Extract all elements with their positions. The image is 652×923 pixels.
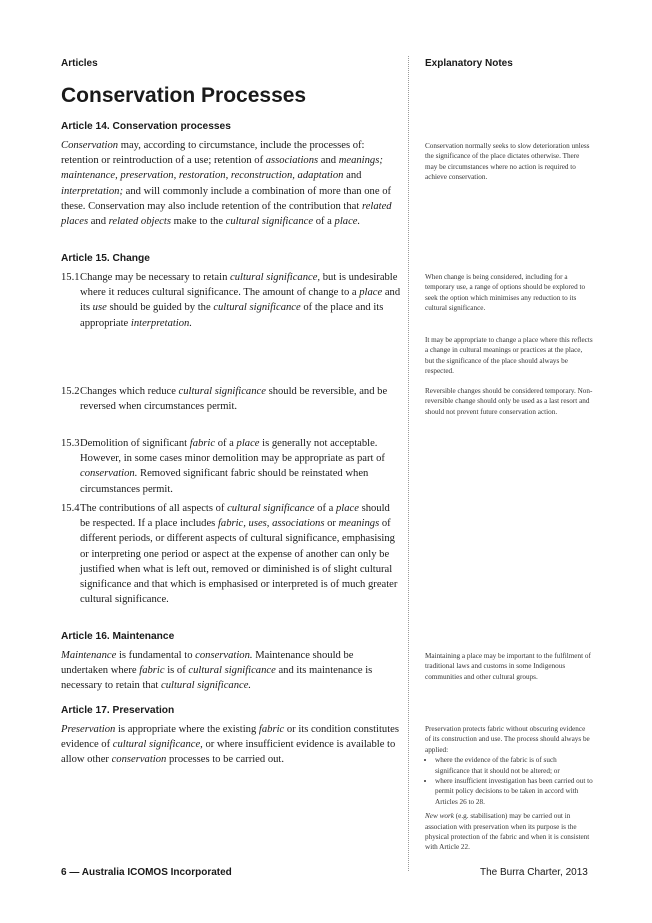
defined-term: cultural significance, (112, 739, 203, 751)
defined-term: Conservation (61, 140, 119, 151)
defined-term: place (335, 503, 359, 514)
defined-term: meanings (338, 518, 380, 530)
defined-term: cultural significance, (230, 272, 321, 283)
clause-number: 15.4 (61, 503, 80, 514)
running-header-notes: Explanatory Notes (425, 58, 513, 69)
column-divider (408, 56, 409, 871)
defined-term: cultural significance (225, 216, 314, 228)
article-17-heading: Article 17. Preservation (61, 705, 175, 716)
defined-term: related objects (108, 216, 171, 228)
article-17-note-intro: Preservation protects fabric without obscuring evidence of its construction and use. The process should always be applied: (425, 725, 590, 754)
article-16-note: Maintaining a place may be important to the fulfilment of traditional laws and customs in some Indigenous communities and other cultural groups. (425, 652, 591, 681)
article-15-note-change: When change is being considered, including for a temporary use, a range of options should be explored to seek the option which minimises any reduction to its cultural significance. (425, 273, 586, 313)
defined-term: New work (425, 812, 454, 821)
article-17-note (425, 724, 593, 853)
clause-number: 15.2 (61, 386, 80, 397)
defined-term: place (359, 287, 383, 299)
defined-term: cultural significance (178, 386, 266, 397)
defined-term: conservation (111, 754, 167, 766)
defined-term: cultural significance (213, 302, 301, 314)
footer-document-title: The Burra Charter, 2013 (480, 867, 588, 878)
article-17-note-list (425, 755, 593, 807)
defined-term: conservation. (195, 650, 253, 661)
clause-15-2: Changes which reduce cultural significance should be reversible, and be reversed when circumstances permit. (80, 386, 388, 413)
clause-15-1: Change may be necessary to retain cultural significance, but is undesirable where it reduces cultural significance. The amount of change to a place and its use should be guided by the cultural significance of the place and its appropriate interpretation. (80, 272, 401, 329)
article-14-heading: Article 14. Conservation processes (61, 121, 231, 132)
defined-term: fabric, uses, associations (217, 518, 325, 530)
defined-term: related places (61, 200, 392, 228)
defined-term: interpretation; (61, 185, 123, 197)
list-item: • where the evidence of the fabric is of such significance that it should not be altered; or (435, 755, 593, 776)
article-15-note-reversible: Reversible changes should be considered temporary. Non-reversible change should only be used as a last resort and should not prevent future conservation action. (425, 387, 593, 416)
defined-term: place. (334, 216, 361, 228)
defined-term: cultural significance (188, 665, 276, 677)
clause-15-3: Demolition of significant fabric of a place is generally not acceptable. However, in some cases minor demolition may be appropriate as part of conservation. Removed significant fabric should be reinstated when circumstances permit. (80, 438, 385, 495)
footer-publisher: 6 — Australia ICOMOS Incorporated (61, 867, 232, 878)
list-item: • where insufficient investigation has been carried out to permit policy decisions to be taken in accord with Articles 26 to 28. (435, 776, 593, 807)
clause-15-4: The contributions of all aspects of cultural significance of a place should be respected. If a place includes fabric, uses, associations or meanings of different periods, or different aspects of cultural significance, emphasising or interpreting one period or aspect at the expense of another can only be justified when what is left out, removed or diminished is of slight cultural significance and that which is emphasised or interpreted is of much greater cultural significance. (80, 503, 398, 606)
page-title: Conservation Processes (61, 84, 307, 107)
article-14-note: Conservation normally seeks to slow deterioration unless the significance of the place dictates otherwise. There may be circumstances where no action is required to achieve conservation. (425, 142, 590, 182)
article-16-body: Maintenance is fundamental to conservation. Maintenance should be undertaken where fabric is of cultural significance and its maintenance is necessary to retain that cultural significance. (61, 650, 373, 692)
article-17-body: Preservation is appropriate where the existing fabric or its condition constitutes evidence of cultural significance, or where insufficient evidence is available to allow other conservation processes to be carried out. (61, 724, 399, 766)
defined-term: fabric (189, 438, 216, 449)
defined-term: cultural significance. (161, 680, 252, 692)
article-16-heading: Article 16. Maintenance (61, 631, 175, 642)
defined-term: use (92, 302, 107, 314)
defined-term: fabric (139, 665, 165, 677)
clause-number: 15.1 (61, 272, 80, 283)
running-header-articles: Articles (61, 58, 98, 69)
defined-term: Preservation (61, 724, 116, 735)
defined-term: place (236, 438, 260, 449)
clause-number: 15.3 (61, 438, 80, 449)
article-15-heading: Article 15. Change (61, 253, 150, 264)
defined-term: interpretation. (130, 317, 192, 329)
defined-term: cultural significance (227, 503, 315, 514)
defined-term: fabric (258, 724, 285, 735)
article-17-note-new-work: New work (e.g. stabilisation) may be carried out in association with preservation when its purpose is the physical protection of the fabric and when it is consistent with Article 22. (425, 812, 590, 852)
defined-term: associations (265, 155, 319, 167)
defined-term: meanings; maintenance, preservation, restoration, reconstruction, adaptation (61, 155, 383, 182)
article-14-body: Conservation may, according to circumstance, include the processes of: retention or reintroduction of a use; retention of associations and meanings; maintenance, preservation, restoration, reconstruction, adaptation and interpretation; and will commonly include a combination of more than one of these. Conservation may also include retention of the contribution that related places and related objects make to the cultural significance of a place. (61, 140, 392, 228)
defined-term: conservation. (80, 468, 138, 480)
article-15-note-appropriate: It may be appropriate to change a place where this reflects a change in cultural meanings or practices at the place, but the significance of the place should always be respected. (425, 336, 593, 376)
defined-term: Maintenance (61, 650, 117, 661)
